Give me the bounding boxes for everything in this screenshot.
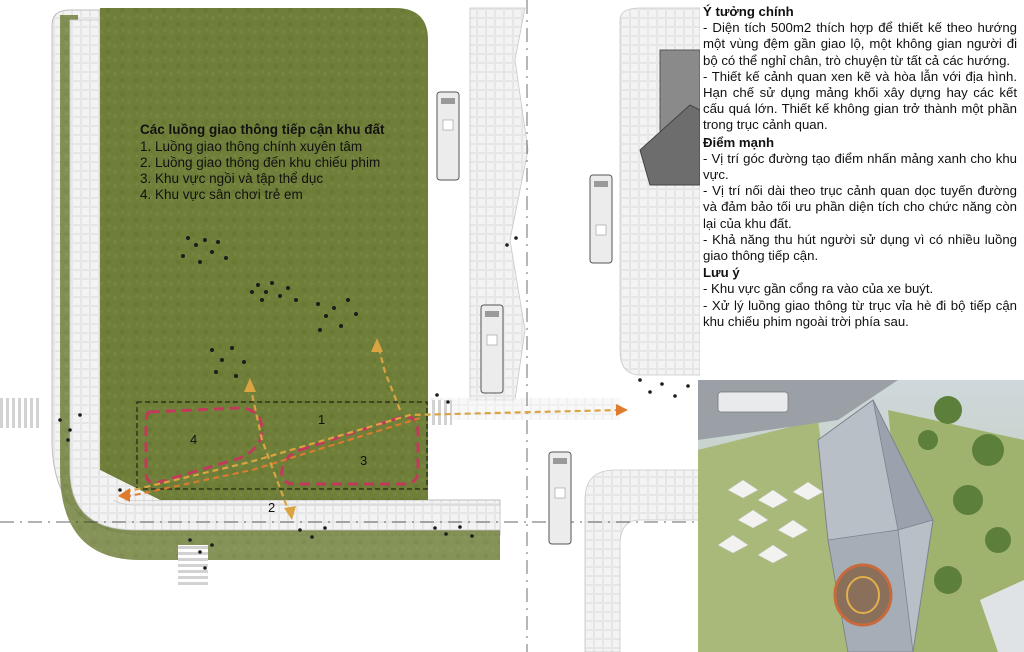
legend-item-1: 1. Luồng giao thông chính xuyên tâm — [140, 139, 363, 154]
zone-3-label: 3 — [360, 453, 368, 468]
notes-panel — [703, 3, 1017, 330]
crosswalk-west — [0, 398, 40, 428]
legend-title: Các luồng giao thông tiếp cận khu đất — [140, 122, 385, 137]
plan-legend — [140, 122, 430, 203]
crosswalk-east — [430, 400, 452, 425]
legend-item-2: 2. Luồng giao thông đến khu chiếu phim — [140, 155, 381, 170]
crosswalk-south — [178, 545, 208, 585]
legend-item-3: 3. Khu vực ngồi và tập thể dục — [140, 171, 324, 186]
bus-median — [590, 175, 612, 263]
notice-line-1: - Khu vực gần cổng ra vào của xe buýt. — [703, 281, 934, 297]
bus-bottom — [549, 452, 571, 544]
strengths-line-3: - Khả năng thu hút người sử dụng vì có nhiều luồng giao thông tiếp cận. — [703, 231, 1017, 264]
render-perspective — [698, 380, 1024, 652]
legend-item-4: 4. Khu vực sân chơi trẻ em — [140, 187, 303, 202]
zone-4-label: 4 — [190, 432, 198, 447]
render-bus — [718, 392, 788, 412]
zone-1-label: 1 — [318, 412, 326, 427]
render-playground — [835, 565, 891, 625]
lower-right-sidewalk — [430, 398, 620, 420]
strengths-heading: Điểm mạnh — [703, 134, 775, 150]
bus-middle — [481, 305, 503, 393]
idea-line-2: - Thiết kế cảnh quan xen kẽ và hòa lẫn với địa hình. Hạn chế sử dụng mảng khối xây dựng hay các kết cấu quá lớn. Thiết kế không gian trở thành một phần trong trục cảnh quan. — [703, 68, 1017, 133]
main-lawn — [100, 8, 428, 500]
strengths-line-2: - Vị trí nối dài theo trục cảnh quan dọc tuyến đường và đảm bảo tối ưu phần diện tích cho chức năng còn lại của khu đất. — [703, 183, 1017, 231]
notice-line-2: - Xử lý luồng giao thông từ trục vỉa hè đi bộ tiếp cận khu chiếu phim ngoài trời phía sau. — [703, 297, 1017, 329]
bus-top — [437, 92, 459, 180]
zone-2-label: 2 — [268, 500, 276, 515]
idea-line-1: - Diện tích 500m2 thích hợp để thiết kế theo hướng một vùng đệm gần giao lộ, một không gian người đi bộ có thể nghỉ chân, trò chuyện từ tất cả các hướng. — [703, 20, 1017, 68]
strengths-line-1: - Vị trí góc đường tạo điểm nhấn mảng xanh cho khu vực. — [703, 150, 1017, 183]
idea-heading: Ý tưởng chính — [703, 4, 794, 19]
notice-heading: Lưu ý — [703, 265, 740, 281]
